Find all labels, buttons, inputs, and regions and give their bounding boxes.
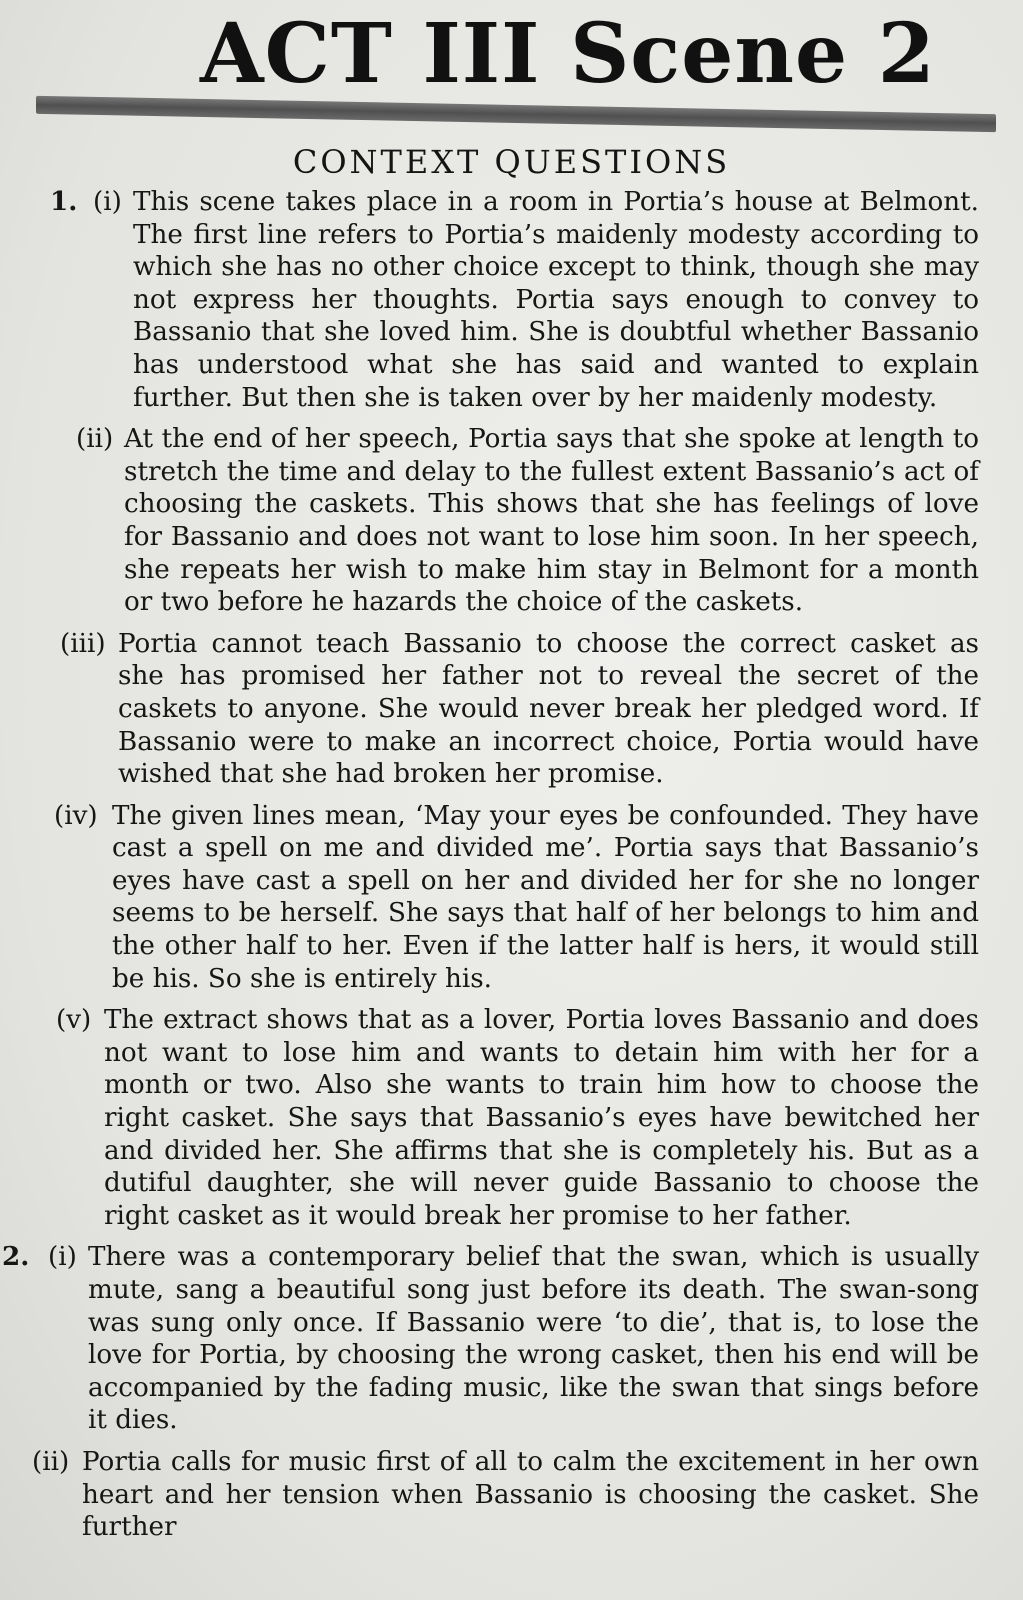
answer-label: (v) <box>56 1005 92 1036</box>
answer-item <box>48 1241 979 1437</box>
answer-item <box>76 423 979 619</box>
page-title: ACT III Scene 2 <box>200 6 936 102</box>
answer-label: (iv) <box>54 800 98 831</box>
answers-body <box>0 186 1023 1544</box>
question-number: 1. <box>50 186 78 217</box>
answer-label: (iii) <box>60 628 106 659</box>
answer-label: (i) <box>48 1242 77 1273</box>
question-1 <box>0 186 1023 1232</box>
answer-text: Portia cannot teach Bassanio to choose the correct casket as she has promised her father not to reveal the secret of the caskets to anyone. She would never break her pledged word. If Bassanio were to make an incorrect choice, Portia would have wished that she had broken her promise. <box>118 628 979 790</box>
answer-text: The given lines mean, ‘May your eyes be confounded. They have cast a spell on me and divided me’. Portia says that Bassanio’s eyes have cast a spell on her and divided her for she no longer seems to be herself. She says that half of her belongs to him and the other half to her. Even if the latter half is hers, it would still be his. So she is entirely his. <box>112 800 979 994</box>
answer-label: (ii) <box>32 1446 70 1477</box>
answer-text: This scene takes place in a room in Portia’s house at Belmont. The first line refers to Portia’s maidenly modesty according to which she has no other choice except to think, though she may not express her thoughts. Portia says enough to convey to Bassanio that she loved him. She is doubtful whether Bassanio has understood what she has said and wanted to explain further. But then she is taken over by her maidenly modesty. <box>133 187 979 413</box>
answer-item <box>60 628 979 791</box>
answer-item <box>54 800 979 996</box>
answer-item <box>32 1446 979 1544</box>
section-heading: CONTEXT QUESTIONS <box>292 143 731 181</box>
answer-text: At the end of her speech, Portia says that she spoke at length to stretch the time and delay to the fullest extent Bassanio’s act of choosing the caskets. This shows that she has feelings of love for Bassanio and does not want to lose him soon. In her speech, she repeats her wish to make him stay in Belmont for a month or two before he hazards the choice of the caskets. <box>124 424 979 618</box>
answer-text: Portia calls for music first of all to calm the excitement in her own heart and her tension when Bassanio is choosing the casket. She further <box>82 1446 979 1543</box>
answer-label: (ii) <box>76 424 114 455</box>
question-number: 2. <box>2 1241 30 1273</box>
answer-item <box>56 1004 979 1232</box>
answer-text: The extract shows that as a lover, Portia loves Bassanio and does not want to lose him and wants to detain him with her for a month or two. Also she wants to train him how to choose the right casket. She says that Bassanio’s eyes have bewitched her and divided her. She affirms that she is completely his. But as a dutiful daughter, she will never guide Bassanio to choose the right casket as it would break her promise to her father. <box>104 1005 979 1231</box>
answer-item <box>93 186 979 414</box>
answer-text: There was a contemporary belief that the swan, which is usually mute, sang a beautiful song just before its death. The swan-song was sung only once. If Bassanio were ‘to die’, that is, to lose the love for Portia, by choosing the wrong casket, then his end will be accompanied by the fading music, like the swan that sings before it dies. <box>88 1242 979 1436</box>
answer-label: (i) <box>93 187 122 217</box>
question-2 <box>0 1241 1023 1543</box>
